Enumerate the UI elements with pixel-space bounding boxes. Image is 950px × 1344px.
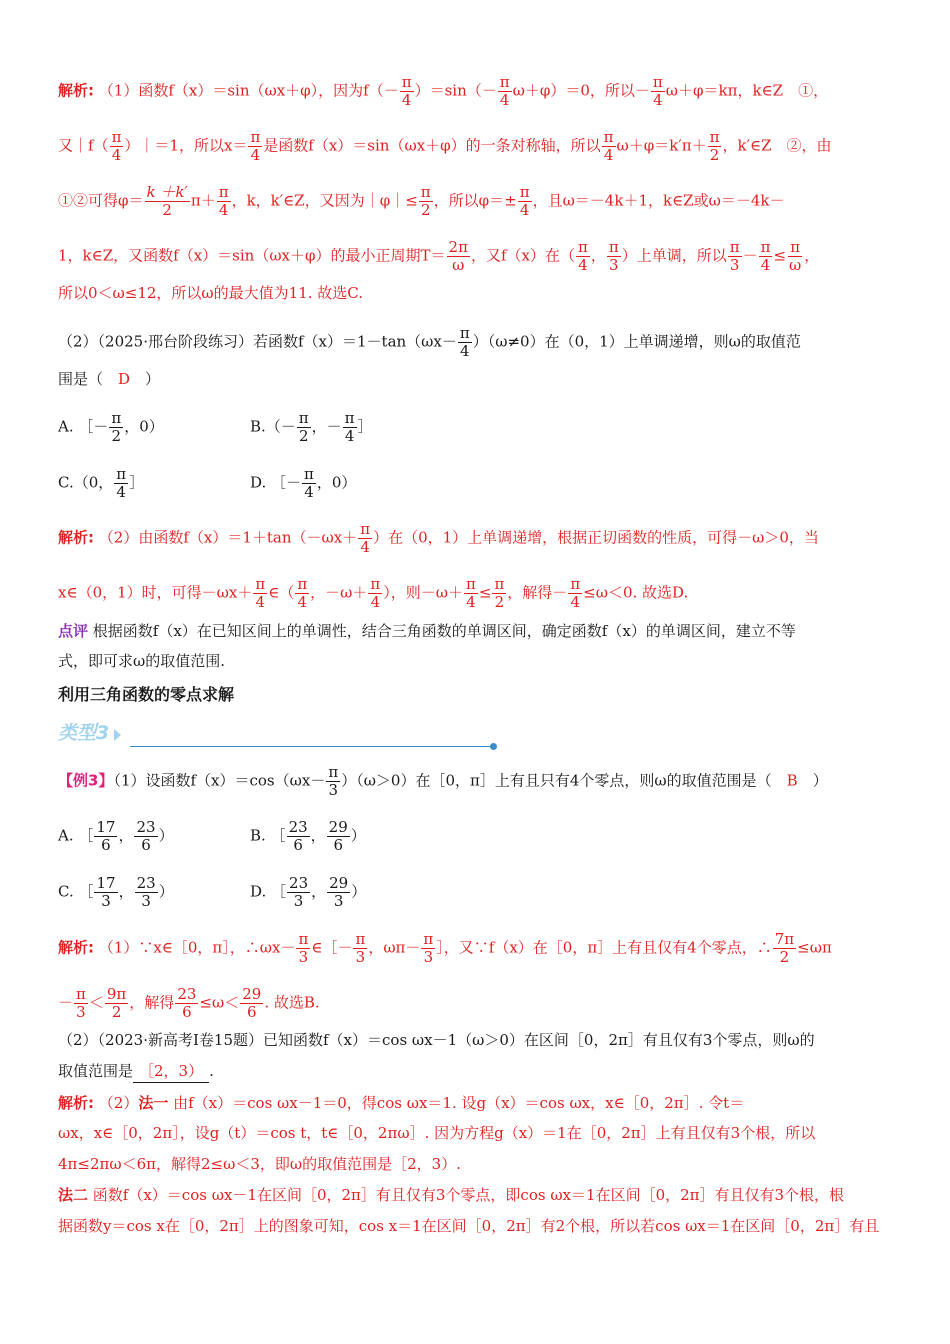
- fraction: $\frac{\pi}{3}$: [355, 930, 366, 966]
- fraction: $\frac{23}{3}$: [289, 874, 309, 910]
- option-a: A. ［－ $\frac{\pi}{2}$ ，0）: [58, 409, 164, 445]
- analysis-4-line-1: 解析: （2）法一 由f（x）＝cos ωx－1＝0，得cos ωx＝1. 设g（x）＝cos ωx，x∈［0，2π］. 令t＝: [58, 1094, 745, 1112]
- analysis-1-line-2: 又｜f（ $\frac{\pi}{4}$ ）｜＝1，所以x＝ $\frac{\pi}{4}$ 是函数f（x）＝sin（ωx＋φ）的一条对称轴，所以 $\frac{\pi}{4}$ ω＋φ＝k′π＋ $\frac{\pi}{2}$ ，k′∈Z ②，由: [58, 128, 832, 164]
- answer-blank: ［2，3）: [133, 1060, 209, 1083]
- fraction: $\frac{\pi}{3}$: [729, 238, 740, 274]
- option-b: B.（－ $\frac{\pi}{2}$ ，－ $\frac{\pi}{4}$ ］: [250, 409, 373, 445]
- fraction: $\frac{\pi}{3}$: [76, 985, 86, 1021]
- fraction: $\frac{23}{6}$: [136, 818, 156, 854]
- fraction: $\frac{\pi}{4}$: [570, 575, 581, 611]
- section-heading: 利用三角函数的零点求解: [58, 685, 235, 704]
- example-3-option-a: A. ［ $\frac{17}{6}$ ， $\frac{23}{6}$ ）: [58, 818, 174, 854]
- divider-line: [130, 746, 492, 747]
- fraction: $\frac{\pi}{2}$: [298, 409, 309, 445]
- analysis-4-line-2: ωx，x∈［0，2π］，设g（t）＝cos t，t∈［0，2πω］. 因为方程g（x）＝1在［0，2π］上有且仅有3个根，所以: [58, 1124, 816, 1142]
- fraction: $\frac{\pi}{4}$: [370, 575, 381, 611]
- fraction: $\frac{k +k'}{2}$: [146, 183, 188, 219]
- fraction: $\frac{\pi}{4}$: [459, 324, 470, 360]
- analysis-3-line-1: 解析: （1）∵x∈［0，π］，∴ωx－ $\frac{\pi}{3}$ ∈［－ $\frac{\pi}{3}$ ，ωπ－ $\frac{\pi}{3}$ ］，又∵f（x）在［0，π］上有且仅有4个零点，∴ $\frac{7\pi}{2}$ ≤ωπ: [58, 930, 832, 966]
- fraction: $\frac{\pi}{4}$: [360, 520, 371, 556]
- analysis-4-line-5: 据函数y＝cos x在［0，2π］上的图象可知，cos x＝1在区间［0，2π］有2个根，所以若cos ωx＝1在区间［0，2π］有且: [58, 1217, 880, 1235]
- fraction: $\frac{17}{6}$: [96, 818, 116, 854]
- fraction: $\frac{2\pi}{\omega}$: [448, 238, 468, 274]
- fraction: $\frac{\pi}{4}$: [255, 575, 266, 611]
- analysis-label: 解析:: [58, 81, 94, 100]
- fraction: $\frac{\pi}{4}$: [401, 73, 412, 109]
- analysis-4-line-3: 4π≤2πω＜6π，解得2≤ω＜3，即ω的取值范围是［2，3）.: [58, 1155, 461, 1173]
- fraction: $\frac{\pi}{4}$: [652, 73, 663, 109]
- analysis-4-line-4: 法二 函数f（x）＝cos ωx－1在区间［0，2π］有且仅有3个零点，即cos ωx＝1在区间［0，2π］有且仅有3个根，根: [58, 1186, 845, 1204]
- answer-b: B: [786, 771, 798, 790]
- fraction: $\frac{9\pi}{2}$: [106, 985, 127, 1021]
- fraction: $\frac{\pi}{2}$: [709, 128, 720, 164]
- analysis-label: 解析:: [58, 1094, 94, 1112]
- fraction: $\frac{\pi}{4}$: [111, 128, 122, 164]
- triangle-icon: [114, 729, 121, 741]
- analysis-1-line-1: 解析: （1）函数f（x）＝sin（ωx＋φ），因为f（－ $\frac{\pi}{4}$ ）＝sin（－ $\frac{\pi}{4}$ ω＋φ）＝0，所以－ $\frac{\pi}{4}$ ω＋φ＝kπ，k∈Z ①，: [58, 73, 829, 109]
- fraction: $\frac{\pi}{4}$: [250, 128, 261, 164]
- answer-d: D: [118, 370, 131, 388]
- analysis-1-line-4: 1，k∈Z，又函数f（x）＝sin（ωx＋φ）的最小正周期T＝ $\frac{2\pi}{\omega}$ ，又f（x）在（ $\frac{\pi}{4}$ ， $\frac{\pi}{3}$ ）上单调，所以 $\frac{\pi}{3}$ － $\frac{\pi}{4}$ ≤ $\frac{\pi}{\omega}$ ，: [58, 238, 820, 274]
- fraction: $\frac{\pi}{4}$: [499, 73, 510, 109]
- fraction: $\frac{\pi}{4}$: [218, 183, 229, 219]
- fraction: $\frac{\pi}{2}$: [420, 183, 431, 219]
- example-tag: 【例3】: [58, 771, 114, 790]
- fraction: $\frac{\pi}{2}$: [494, 575, 505, 611]
- analysis-2-line-1: 解析: （2）由函数f（x）＝1＋tan（－ωx＋ $\frac{\pi}{4}$ ）在（0，1）上单调递增，根据正切函数的性质，可得－ω＞0，当: [58, 520, 819, 556]
- fraction: $\frac{\pi}{4}$: [519, 183, 530, 219]
- fraction: $\frac{\pi}{3}$: [608, 238, 619, 274]
- fraction: $\frac{\pi}{4}$: [116, 465, 127, 501]
- analysis-3-line-2: － $\frac{\pi}{3}$ ＜ $\frac{9\pi}{2}$ ，解得 $\frac{23}{6}$ ≤ω＜ $\frac{29}{6}$ . 故选B.: [58, 985, 320, 1021]
- question-2-line-2: 围是（ D ）: [58, 370, 161, 388]
- fraction: $\frac{\pi}{4}$: [760, 238, 771, 274]
- example-3-line-1: 【例3】（1）设函数f（x）＝cos（ωx－ $\frac{\pi}{3}$ ）（ω＞0）在［0，π］上有且只有4个零点，则ω的取值范围是（ B ）: [58, 763, 828, 799]
- fraction: $\frac{\pi}{3}$: [423, 930, 434, 966]
- fraction: $\frac{\pi}{4}$: [304, 465, 314, 501]
- example-3-option-c: C. ［ $\frac{17}{3}$ ， $\frac{23}{3}$ ）: [58, 874, 174, 910]
- fraction: $\frac{\pi}{4}$: [577, 238, 588, 274]
- question-2b-line-2: 取值范围是 ［2，3） .: [58, 1060, 214, 1083]
- analysis-label: 解析:: [58, 528, 94, 547]
- comment-line-1: 点评 根据函数f（x）在已知区间上的单调性，结合三角函数的单调区间，确定函数f（x）的单调区间，建立不等: [58, 622, 796, 640]
- example-3-option-b: B. ［ $\frac{23}{6}$ ， $\frac{29}{6}$ ）: [250, 818, 366, 854]
- fraction: $\frac{23}{6}$: [288, 818, 308, 854]
- fraction: $\frac{\pi}{4}$: [466, 575, 476, 611]
- fraction: $\frac{\pi}{4}$: [603, 128, 614, 164]
- fraction: $\frac{\pi}{3}$: [298, 930, 309, 966]
- comment-line-2: 式，即可求ω的取值范围.: [58, 652, 226, 670]
- option-c: C.（0， $\frac{\pi}{4}$ ］: [58, 465, 145, 501]
- analysis-1-line-5: 所以0＜ω≤12，所以ω的最大值为11. 故选C.: [58, 284, 363, 302]
- fraction: $\frac{\pi}{3}$: [328, 763, 339, 799]
- analysis-1-line-3: ①②可得φ＝ $\frac{k +k'}{2}$ π＋ $\frac{\pi}{4}$ ，k，k′∈Z，又因为｜φ｜≤ $\frac{\pi}{2}$ ，所以φ＝± $\frac{\pi}{4}$ ，且ω＝－4k＋1，k∈Z或ω＝－4k－: [58, 183, 785, 219]
- type-banner: [58, 718, 121, 748]
- question-2-line-1: （2）（2025·邢台阶段练习）若函数f（x）＝1－tan（ωx－ $\frac{\pi}{4}$ ）（ω≠0）在（0，1）上单调递增，则ω的取值范: [58, 324, 801, 360]
- fraction: $\frac{23}{6}$: [177, 985, 197, 1021]
- analysis-2-line-2: x∈（0，1）时，可得－ωx＋ $\frac{\pi}{4}$ ∈（ $\frac{\pi}{4}$ ，－ω＋ $\frac{\pi}{4}$ ），则－ω＋ $\frac{\pi}{4}$ ≤ $\frac{\pi}{2}$ ，解得－ $\frac{\pi}{4}$ ≤ω＜0. 故选D.: [58, 575, 689, 611]
- fraction: $\frac{29}{6}$: [242, 985, 262, 1021]
- fraction: $\frac{7\pi}{2}$: [774, 930, 795, 966]
- fraction: $\frac{23}{3}$: [136, 874, 156, 910]
- comment-label: 点评: [58, 622, 89, 640]
- analysis-label: 解析:: [58, 938, 94, 957]
- fraction: $\frac{\pi}{2}$: [111, 409, 122, 445]
- fraction: $\frac{29}{6}$: [328, 818, 348, 854]
- fraction: $\frac{\pi}{4}$: [297, 575, 308, 611]
- option-d: D. ［－ $\frac{\pi}{4}$ ，0）: [250, 465, 357, 501]
- method-one-label: 法一: [138, 1094, 169, 1112]
- fraction: $\frac{17}{3}$: [96, 874, 116, 910]
- example-3-option-d: D. ［ $\frac{23}{3}$ ， $\frac{29}{3}$ ）: [250, 874, 367, 910]
- method-two-label: 法二: [58, 1186, 89, 1204]
- type-label: 类型3: [58, 722, 110, 744]
- fraction: $\frac{\pi}{4}$: [344, 409, 355, 445]
- divider-dot: [490, 743, 497, 750]
- fraction: $\frac{\pi}{\omega}$: [789, 238, 802, 274]
- fraction: $\frac{29}{3}$: [329, 874, 349, 910]
- question-2b-line-1: （2）（2023·新高考Ⅰ卷15题）已知函数f（x）＝cos ωx－1（ω＞0）在区间［0，2π］有且仅有3个零点，则ω的: [58, 1031, 815, 1049]
